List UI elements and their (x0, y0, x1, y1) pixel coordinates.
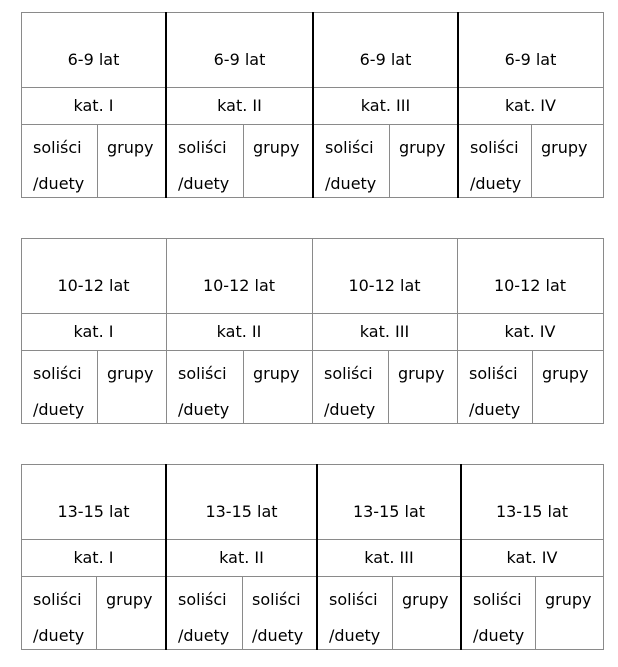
participant-type-label: grupy (398, 364, 445, 383)
participant-type-label: grupy (106, 590, 153, 609)
participant-type-label: soliści (469, 364, 518, 383)
participant-type-label-continued: /duety (473, 626, 525, 645)
age-header: 10-12 lat (348, 276, 421, 295)
participant-type-label-continued: /duety (469, 400, 521, 419)
participant-type-label: grupy (402, 590, 449, 609)
age-header: 10-12 lat (493, 276, 567, 295)
participant-type-label: soliści (33, 138, 82, 157)
sub-column-divider (392, 576, 393, 650)
participant-type-label: grupy (107, 364, 154, 383)
participant-type-label: grupy (399, 138, 446, 157)
age-header: 13-15 lat (352, 502, 426, 521)
category-label: kat. IV (504, 322, 556, 341)
category-label: kat. I (73, 322, 114, 341)
participant-type-label: soliści (33, 364, 82, 383)
participant-type-label: soliści (178, 590, 227, 609)
sub-column-divider (97, 350, 98, 424)
category-label: kat. III (360, 96, 411, 115)
sub-column-divider (242, 576, 243, 650)
participant-type-label: grupy (545, 590, 592, 609)
participant-type-label: soliści (329, 590, 378, 609)
participant-type-label: grupy (253, 138, 300, 157)
sub-column-divider (388, 350, 389, 424)
sub-column-divider (531, 124, 532, 198)
category-label: kat. I (73, 548, 114, 567)
age-header: 6-9 lat (213, 50, 266, 69)
age-header: 13-15 lat (495, 502, 569, 521)
participant-type-label: grupy (253, 364, 300, 383)
participant-type-label: soliści (325, 138, 374, 157)
category-label: kat. III (364, 548, 414, 567)
age-group-table-2 (21, 238, 603, 424)
column-border (603, 464, 604, 650)
sub-column-divider (535, 576, 536, 650)
category-label: kat. I (73, 96, 114, 115)
age-header: 6-9 lat (504, 50, 557, 69)
sub-column-divider (243, 350, 244, 424)
participant-type-label: soliści (33, 590, 82, 609)
participant-type-label-continued: /duety (252, 626, 304, 645)
participant-type-label-continued: /duety (33, 174, 85, 193)
participant-type-label: grupy (542, 364, 589, 383)
age-header: 6-9 lat (67, 50, 120, 69)
participant-type-label-continued: /duety (178, 400, 230, 419)
category-label: kat. II (219, 548, 264, 567)
category-label: kat. IV (505, 96, 556, 115)
age-group-table-1 (21, 12, 603, 198)
participant-type-label-continued: /duety (178, 626, 230, 645)
participant-type-label: soliści (252, 590, 301, 609)
sub-column-divider (97, 124, 98, 198)
age-header: 10-12 lat (57, 276, 130, 295)
participant-type-label: soliści (178, 364, 227, 383)
participant-type-label: grupy (107, 138, 154, 157)
sub-column-divider (96, 576, 97, 650)
participant-type-label: soliści (178, 138, 227, 157)
participant-type-label-continued: /duety (470, 174, 522, 193)
age-group-table-3 (21, 464, 603, 650)
category-label: kat. III (359, 322, 410, 341)
sub-column-divider (243, 124, 244, 198)
age-header: 10-12 lat (202, 276, 276, 295)
age-header: 13-15 lat (57, 502, 130, 521)
sub-column-divider (532, 350, 533, 424)
participant-type-label: soliści (473, 590, 522, 609)
participant-type-label: grupy (541, 138, 588, 157)
participant-type-label-continued: /duety (33, 400, 85, 419)
participant-type-label-continued: /duety (324, 400, 376, 419)
sub-column-divider (389, 124, 390, 198)
category-label: kat. II (217, 96, 262, 115)
column-border (603, 12, 604, 198)
category-label: kat. IV (506, 548, 558, 567)
participant-type-label-continued: /duety (178, 174, 230, 193)
participant-type-label-continued: /duety (325, 174, 377, 193)
participant-type-label: soliści (324, 364, 373, 383)
participant-type-label: soliści (470, 138, 519, 157)
row-divider (21, 576, 603, 577)
age-header: 6-9 lat (359, 50, 412, 69)
category-label: kat. II (216, 322, 262, 341)
participant-type-label-continued: /duety (329, 626, 381, 645)
participant-type-label-continued: /duety (33, 626, 85, 645)
age-header: 13-15 lat (205, 502, 278, 521)
column-border (603, 238, 604, 424)
